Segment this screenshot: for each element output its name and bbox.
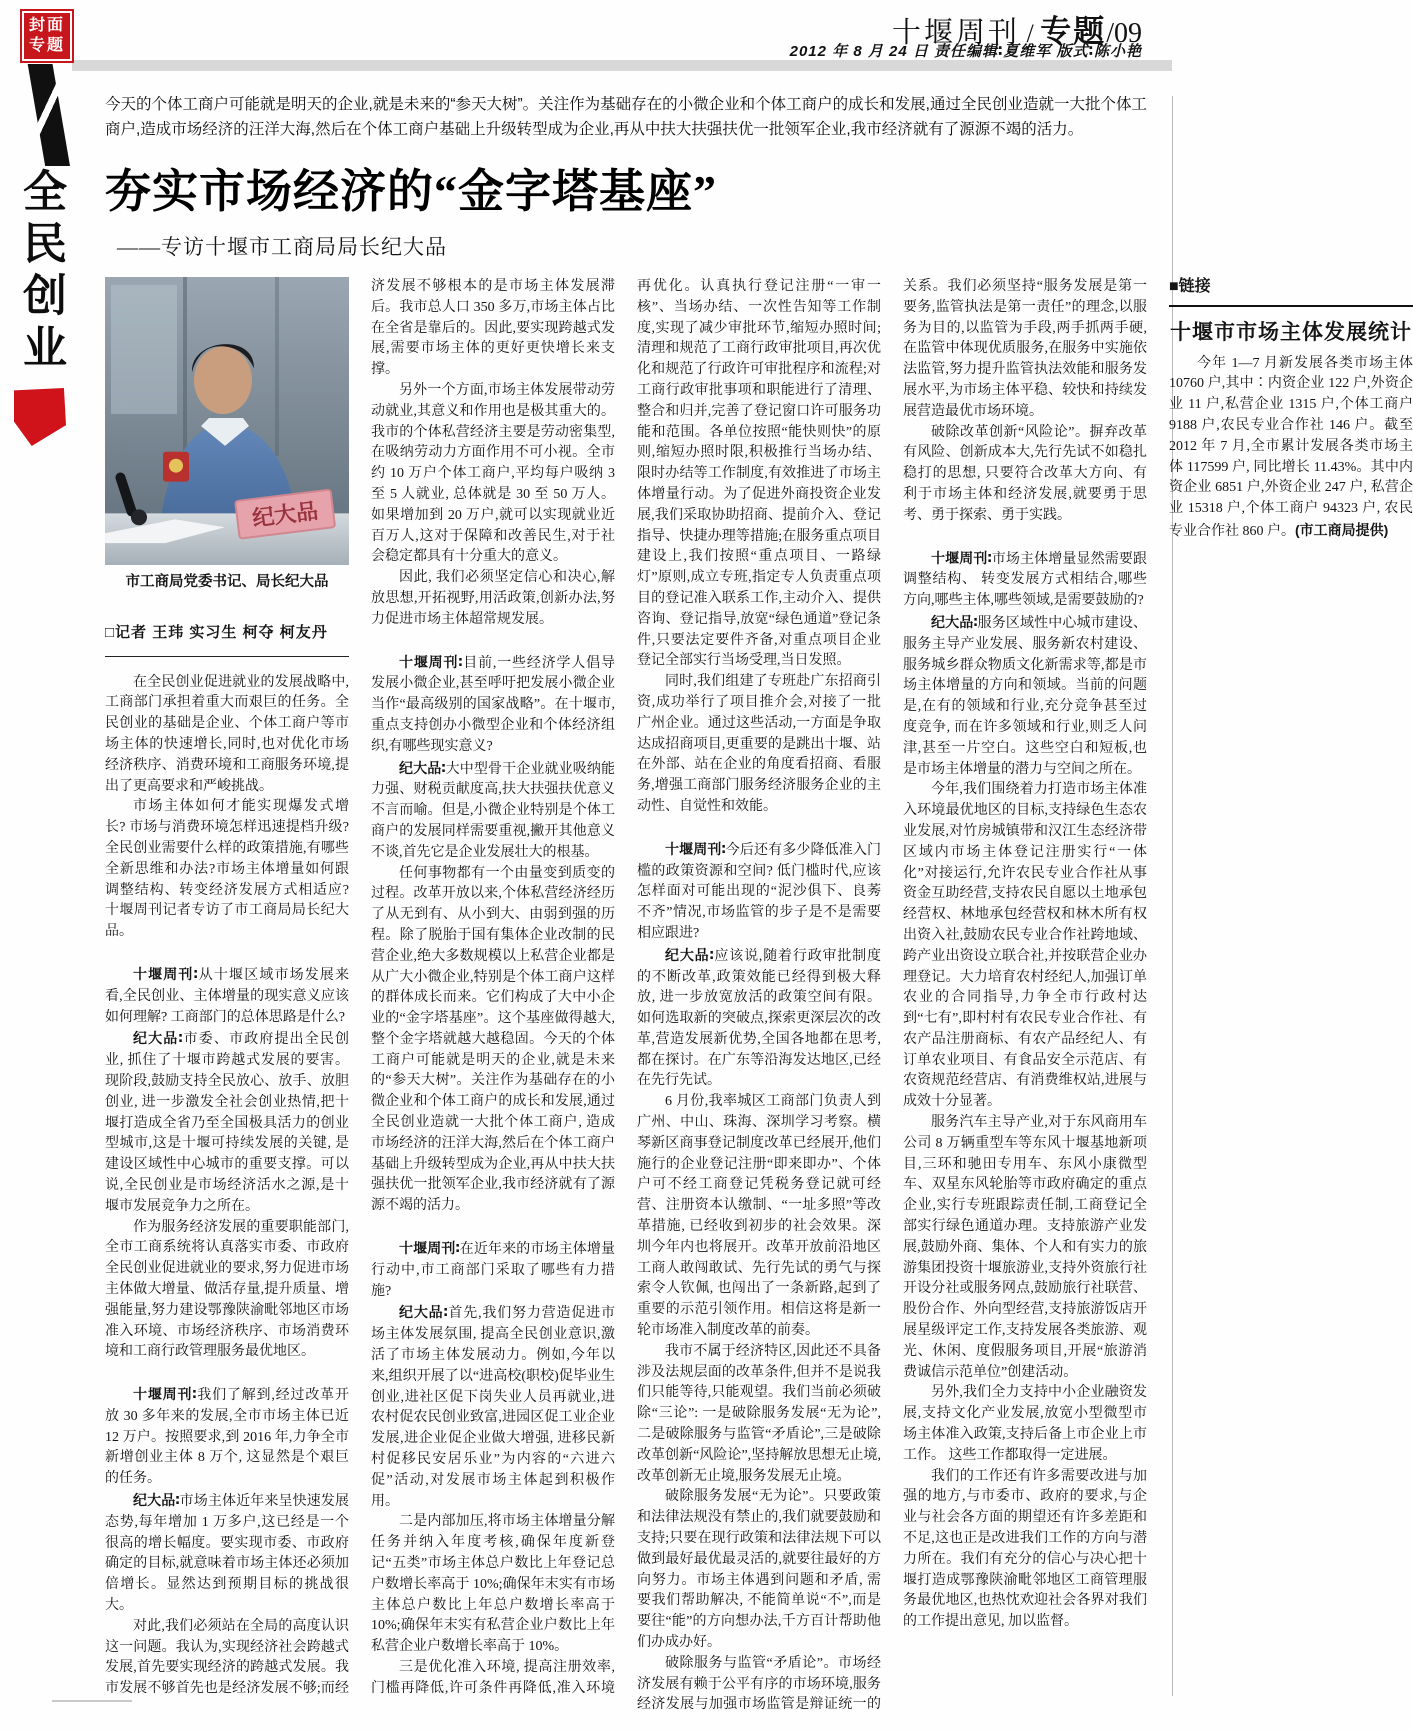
- ribbon-decoration: [24, 64, 70, 166]
- speaker-label: 十堰周刊∶: [399, 1240, 460, 1257]
- interview-answer: 纪大品∶大中型骨干企业就业吸纳能力强、财税贡献度高,扶大扶强扶优意义不言而喻。但是,小微企业特别是个体工商户的发展同样需要重视,撇开其他意义不谈,首先它是企业发展壮大的根基。: [371, 759, 615, 860]
- interviewee-photo: [105, 277, 349, 565]
- link-box-body: [1169, 354, 1413, 543]
- link-box-credit: (市工商局提供): [1295, 521, 1389, 538]
- interview-question: 十堰周刊∶目前,一些经济学人倡导发展小微企业,甚至呼吁把发展小微企业当作“最高级别的国家战略”。在十堰市,重点支持创办小微型企业和个体经济组织,有哪些现实意义?: [371, 653, 615, 754]
- interview-question: 十堰周刊∶今后还有多少降低准入门槛的政策资源和空间? 低门槛时代,应该怎样面对可能出现的“泥沙俱下、良莠不齐”情况,市场监管的步子是不是需要相应跟进?: [637, 840, 881, 941]
- page-number: /09: [1106, 18, 1142, 49]
- article-paragraph: 二是内部加压,将市场主体增量分解任务并纳入年度考核,确保年度新登记“五类”市场主体总户数比上年登记总户数增长率高于 10%;确保年末实有市场主体总户数比上年总户数增长率高于 10%;确保年末实有私营企业户数比上年私营企业户数增长率高于 10%。: [371, 1514, 615, 1655]
- flag-decoration: [14, 388, 66, 446]
- cover-topic-badge-line1: 封面: [28, 17, 65, 34]
- interview-question: 十堰周刊∶市场主体增量显然需要跟调整结构、 转变发展方式相结合,哪些方向,哪些主体,哪些领域,是需要鼓励的?: [903, 549, 1147, 609]
- interview-answer: 纪大品∶市委、市政府提出全民创业, 抓住了十堰市跨越式发展的要害。现阶段,鼓励支持全民放心、放手、放胆创业, 进一步激发全社会创业热情,把十堰打造成全省乃至全国极具活力的创业型城市,这是十堰可持续发展的关键, 是建设区域性中心城市的重要支撑。可以说,全民创业是市场经济活水之源,是十堰市发展竞争力之所在。: [105, 1030, 350, 1214]
- article-paragraph: 三是优化准入环境, 提高注册效率,门槛再降低,许可条件再降低,准入环境再优化。认真执行登记注册“一审一核”、当场办结、一次性告知等工作制度,实现了减少审批环节,缩短办照时间; 清理和规范了工商行政审批项目,再次优化和规范了行政许可审批程序和流程;对工商行政审批事项和职能进行了清理、整合和归并,完善了登记窗口许可服务功能和范围。各单位按照“能快则快”的原则,缩短办照时限,积极推行当场办结、限时办结等工作制度,有效推进了市场主体增量行动。为了促进外商投资企业发展,我们采取协助招商、提前介入、登记指导、快捷办理等措施;在服务重点项目建设上,我们按照“重点项目、一路绿灯”原则,成立专班,指定专人负责重点项目的登记准入联系工作,主动介入、提供咨询、登记指导,放宽“绿色通道”登记条件,只要法定要件齐备,对重点项目企业登记全部实行当场受理,当日发照。: [371, 279, 881, 1696]
- main-content: [105, 92, 1413, 1719]
- article-paragraph: 破除服务与监管“矛盾论”。市场经济发展有赖于公平有序的市场环境,服务经济发展与加强市场监管是辩证统一的关系。我们必须坚持“服务发展是第一要务,监管执法是第一责任”的理念,以服务为目的,以监管为手段,两手抓两手硬, 在监管中体现优质服务,在服务中实施依法监管,努力提升监管执法效能和服务发展水平,为市场主体平稳、较快和持续发展营造最优市场环境。: [637, 279, 1147, 1713]
- article-paragraph: 我市不属于经济特区,因此还不具备涉及法规层面的改革条件,但并不是说我们只能等待,只能观望。我们当前必须破除“三论”: 一是破除服务发展“无为论”,二是破除服务与监管“矛盾论”,三是破除改革创新“风险论”,坚持解放思想无止境, 改革创新无止境,服务发展无止境。: [637, 1343, 881, 1484]
- link-box-text: 今年 1—7 月新发展各类市场主体 10760 户,其中∶内资企业 122 户,外资企业 11 户,私营企业 1315 户,个体工商户 9188 户,农民专业合作社 146 户。截至 2012 年 7 月,全市累计发展各类市场主体 117599 户, 同比增长 11.43%。其中内资企业 6851 户,外资企业 247 户, 私营企业 15318 户,个体工商户 94323 户, 农民专业合作社 860 户。: [1169, 355, 1413, 539]
- speaker-label: 十堰周刊∶: [399, 653, 463, 670]
- speaker-label: 十堰周刊∶: [133, 965, 198, 982]
- interview-question: 十堰周刊∶在近年来的市场主体增量行动中,市工商部门采取了哪些有力措施?: [371, 1240, 615, 1299]
- link-box-title: 十堰市市场主体发展统计: [1170, 320, 1412, 344]
- speaker-label: 十堰周刊∶: [665, 840, 726, 857]
- byline: □记者 王玮 实习生 柯夺 柯友丹: [105, 623, 349, 657]
- header-divider-band: [72, 60, 1172, 71]
- article-paragraph: 我们的工作还有许多需要改进与加强的地方,与市委市、政府的要求,与企业与社会各方面的期望还有许多差距和不足,这也正是改进我们工作的方向与潜力所在。我们有充分的信心与决心把十堰打造成鄂豫陕渝毗邻地区工商管理服务最优地区,也热忱欢迎社会各界对我们的工作提出意见, 加以监督。: [903, 1468, 1147, 1630]
- speaker-label: 纪大品∶: [399, 759, 446, 776]
- article-paragraph: 6 月份,我率城区工商部门负责人到广州、中山、珠海、深圳学习考察。横琴新区商事登记制度改革已经展开,他们施行的企业登记注册“即来即办”、个体户可不经工商登记凭税务登记就可经营、注册资本认缴制、“一址多照”等改革措施, 已经收到初步的社会效果。深圳今年内也将展开。改革开放前沿地区工商人敢闯敢试、先行先试的勇气与探索令人钦佩, 也闯出了一条新路,起到了重要的示范引领作用。相信这将是新一轮市场准入制度改革的前奏。: [637, 1094, 881, 1339]
- speaker-label: 纪大品∶: [665, 946, 714, 963]
- interview-answer: 纪大品∶应该说,随着行政审批制度的不断改革,政策效能已经得到极大释放, 进一步放宽放活的政策空间有限。如何选取新的突破点,探索更深层次的改革,营造发展新优势,全国各地都在思考,都在探讨。在广东等沿海发达地区,已经在先行先试。: [637, 946, 881, 1089]
- subhead: ——专访十堰市工商局局长纪大品: [117, 235, 447, 259]
- article-paragraph: 作为服务经济发展的重要职能部门, 全市工商系统将认真落实市委、市政府全民创业促进就业的要求,努力促进市场主体做大增量、做活存量,提升质量、增强能量,努力建设鄂豫陕渝毗邻地区市场准入环境、市场经济秩序、市场消费环境和工商行政管理服务最优地区。: [105, 1219, 349, 1360]
- photo-nameplate: 纪大品: [250, 498, 320, 531]
- interview-question: 十堰周刊∶我们了解到,经过改革开放 30 多年来的发展,全市市场主体已近 12 万户。按照要求,到 2016 年,力争全市新增创业主体 8 万个, 这显然是个艰巨的任务。: [105, 1386, 349, 1487]
- section-name: 专题: [1040, 14, 1107, 49]
- cover-topic-badge-line2: 专题: [28, 37, 65, 54]
- article-paragraph: 对此,我们必须站在全局的高度认识这一问题。我认为,实现经济社会跨越式发展,首先要实现经济的跨越式发展。我市发展不够首先也是经济发展不够;而经济发展不够根本的是市场主体发展滞后。我市总人口 350 多万,市场主体占比在全省是靠后的。因此,要实现跨越式发展,需要市场主体的更好更快增长来支撑。: [105, 279, 615, 1697]
- link-box-tag: ■链接: [1169, 277, 1413, 307]
- article-paragraph: 破除服务发展“无为论”。只要政策和法律法规没有禁止的,我们就要鼓励和支持;只要在现行政策和法律法规下可以做到最好最优最灵活的,就要往最好的方向努力。市场主体遇到问题和矛盾, 需要我们帮助解决, 不能简单说“不”,而是要往“能”的方向想办法,千方百计帮助他们办成办好。: [637, 1489, 881, 1650]
- article-paragraph: 另外,我们全力支持中小企业融资发展,支持文化产业发展,放宽小型微型市场主体准入政策,支持后备上市企业上市工作。 这些工作都取得一定进展。: [903, 1385, 1147, 1463]
- page-title: 夯实市场经济的“金字塔基座”: [105, 166, 717, 217]
- lede-paragraph: 今天的个体工商户可能就是明天的企业,就是未来的“参天大树”。关注作为基础存在的小微企业和个体工商户的成长和发展,通过全民创业造就一大批个体工商户,造成市场经济的汪洋大海,然后在个体工商户基础上升级转型成为企业,再从中扶大扶强扶优一批领军企业,我市经济就有了源源不竭的活力。: [105, 96, 1147, 138]
- article-body: [105, 277, 1413, 1719]
- photo-caption: 市工商局党委书记、局长纪大品: [125, 574, 329, 590]
- article-paragraph: 破除改革创新“风险论”。摒弃改革有风险、创新成本大,先行先试不如稳扎稳打的思想, 只要符合改革大方向、有利于市场主体和经济发展,就要勇于思考、勇于探索、勇于实践。: [903, 424, 1147, 523]
- article-paragraph: 服务汽车主导产业,对于东风商用车公司 8 万辆重型车等东风十堰基地新项目,三环和驰田专用车、东风小康微型车、双星东风轮胎等市政府确定的重点企业,实行专班跟踪责任制,工商登记全部实行绿色通道办理。支持旅游产业发展,鼓励外商、集体、个人和有实力的旅游集团投资十堰旅游业,支持外资旅行社开设分社或服务网点,鼓励旅行社联营、股份合作、外向型经营,支持旅游饭店开展星级评定工作,支持发展各类旅游、观光、休闲、度假服务项目,开展“旅游消费诚信示范单位”创建活动。: [903, 1115, 1147, 1380]
- article-paragraph: 任何事物都有一个由量变到质变的过程。改革开放以来,个体私营经济经历了从无到有、从小到大、由弱到强的历程。除了脱胎于国有集体企业改制的民营企业,绝大多数规模以上私营企业都是从广大小微企业,特别是个体工商户这样的群体成长而来。它们构成了大中小企业的“金字塔基座”。这个基座做得越大, 整个金字塔就越大越稳固。今天的个体工商户可能就是明天的企业,就是未来的“参天大树”。关注作为基础存在的小微企业和个体工商户的成长和发展,通过全民创业造就一大批个体工商户, 造成市场经济的汪洋大海,然后在个体工商户基础上升级转型成为企业,再从中扶大扶强扶优一批领军企业,我市经济就有了源源不竭的活力。: [371, 865, 615, 1214]
- article-paragraph: 同时,我们组建了专班赴广东招商引资,成功举行了项目推介会,对接了一批广州企业。通过这些活动,一方面是争取达成招商项目,更重要的是跳出十堰、站在外部、站在企业的角度看招商、看服务,增强工商部门服务经济服务企业的主动性、自觉性和效能。: [637, 674, 881, 814]
- sidebar-vertical-title: 全民创业: [16, 168, 65, 376]
- brand-separator: /: [1019, 19, 1041, 48]
- interview-answer: 纪大品∶首先,我们努力营造促进市场主体发展氛围, 提高全民创业意识,激活了市场主体发展动力。例如,今年以来,组织开展了以“进高校(职校)促毕业生创业,进社区促下岗失业人员再就业,进农村促农民创业致富,进园区促工业企业发展,进企业促企业做大增强, 进移民新村促移民安居乐业”为内容的“六进六促”活动,对发展市场主体起到积极作用。: [371, 1304, 615, 1509]
- speaker-label: 十堰周刊∶: [133, 1386, 197, 1403]
- article-paragraph: 市场主体如何才能实现爆发式增长? 市场与消费环境怎样迅速提档升级? 全民创业需要什么样的政策措施,有哪些全新思维和办法?市场主体增量如何跟调整结构、转变经济发展方式相适应?十堰周刊记者专访了市工商局局长纪大品。: [105, 799, 349, 940]
- speaker-label: 纪大品∶: [133, 1492, 180, 1509]
- speaker-label: 纪大品∶: [133, 1030, 183, 1047]
- newspaper-brand: 十堰周刊: [891, 17, 1020, 49]
- dateline: 2012 年 8 月 24 日 责任编辑∶夏维军 版式∶陈小艳: [789, 43, 1142, 60]
- article-paragraph: 今年,我们围绕着力打造市场主体准入环境最优地区的目标,支持绿色生态农业发展,对竹房城镇带和汉江生态经济带区域内市场主体登记注册实行“一体化”对接运行,允许农民专业合作社从事资金互助经营,支持农民自愿以土地承包经营权、林地承包经营权和林木所有权出资入社,鼓励农民专业合作社跨地域、跨产业出资设立联合社,并按联营企业办理登记。大力培育农村经纪人,加强订单农业的合同指导,力争全市行政村达到“七有”,即村村有农民专业合作社、有农产品注册商标、有农产品经纪人、有订单农业项目、有食品安全示范店、有农资规范经营店、有消费维权站,进展与成效十分显著。: [903, 782, 1147, 1110]
- article-paragraph: 另外一个方面,市场主体发展带动劳动就业,其意义和作用也是极其重大的。我市的个体私营经济主要是劳动密集型, 在吸纳劳动力方面作用不可小视。全市约 10 万户个体工商户,平均每户吸纳 3 至 5 人就业, 总体就是 30 至 50 万人。如果增加到 20 万户,就可以实现就业近百万人,这对于保障和改善民生,对于社会稳定都具有十分重大的意义。: [371, 382, 615, 565]
- speaker-label: 十堰周刊∶: [931, 549, 992, 566]
- photo-illustration: [105, 277, 349, 565]
- interview-answer: 纪大品∶服务区域性中心城市建设、服务主导产业发展、服务新农村建设、服务城乡群众物质文化新需求等,都是市场主体增量的方向和领域。当前的问题是,在有的领域和行业,充分竞争甚至过度竞争, 而在许多领域和行业,则乏人问津,甚至一片空白。这些空白和短板,也是市场主体增量的潜力与空间之所在。: [903, 613, 1147, 777]
- link-box: [1169, 277, 1413, 543]
- interview-question: 十堰周刊∶从十堰区域市场发展来看,全民创业、主体增量的现实意义应该如何理解? 工商部门的总体思路是什么?: [105, 965, 349, 1025]
- article-paragraph: 因此, 我们必须坚定信心和决心,解放思想,开拓视野,用活政策,创新办法,努力促进市场主体超常规发展。: [371, 570, 615, 627]
- speaker-label: 纪大品∶: [399, 1304, 448, 1321]
- speaker-label: 纪大品∶: [931, 613, 978, 630]
- article-paragraph: 在全民创业促进就业的发展战略中, 工商部门承担着重大而艰巨的任务。全民创业的基础是企业、个体工商户等市场主体的快速增长,同时,也对优化市场经济秩序、消费环境和工商服务环境,提出了更高要求和严峻挑战。: [105, 674, 349, 794]
- interview-answer: 纪大品∶市场主体近年来呈快速发展态势,每年增加 1 万多户,这已经是一个很高的增长幅度。要实现市委、市政府确定的目标,就意味着市场主体还必须加倍增长。显然达到预期目标的挑战很大。: [105, 1492, 349, 1614]
- cover-topic-badge: [20, 9, 74, 63]
